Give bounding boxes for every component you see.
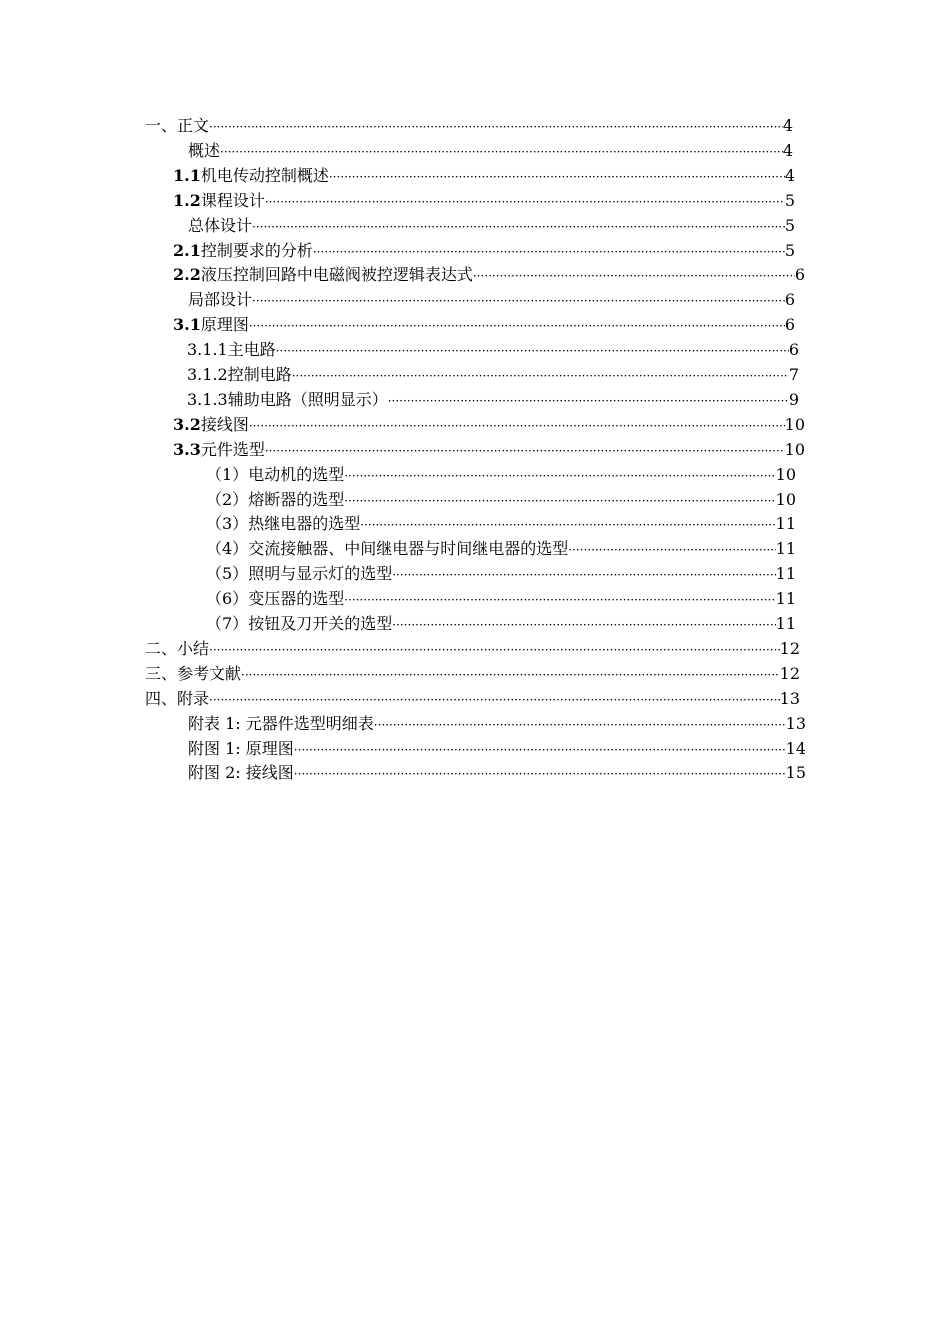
toc-entry-title: 熔断器的选型 [248, 489, 345, 509]
dot-leader [344, 489, 775, 513]
dot-leader [252, 215, 785, 239]
toc-entry-title: 照明与显示灯的选型 [248, 564, 393, 584]
toc-entry-page-number: 5 [784, 190, 795, 210]
toc-entry-page-number: 15 [785, 763, 806, 783]
toc-entry[interactable] [173, 438, 805, 462]
dot-leader [249, 314, 785, 338]
toc-entry-page-number: 12 [779, 638, 800, 658]
toc-entry-page-number: 11 [775, 564, 796, 584]
toc-entry-page-number: 14 [785, 738, 806, 758]
dot-leader [252, 289, 785, 313]
toc-entry[interactable] [187, 338, 799, 362]
toc-entry-number: 2.2 [173, 265, 201, 285]
dot-leader [209, 688, 780, 712]
toc-entry-page-number: 6 [788, 340, 799, 360]
toc-entry-title: 交流接触器、中间继电器与时间继电器的选型 [248, 539, 569, 559]
toc-entry-number: （4） [206, 539, 249, 559]
toc-entry-page-number: 4 [782, 116, 793, 135]
toc-entry-number: 3.1.2 [187, 365, 228, 384]
dot-leader [392, 563, 775, 587]
toc-entry-page-number: 13 [779, 688, 800, 708]
dot-leader [374, 713, 786, 737]
toc-entry-title: 热继电器的选型 [248, 514, 361, 534]
toc-entry-number: （1） [206, 464, 249, 484]
toc-entry-title: 概述 [188, 140, 221, 160]
toc-entry[interactable] [173, 413, 805, 437]
toc-entry-page-number: 5 [784, 240, 795, 260]
dot-leader [344, 588, 775, 612]
toc-entry-number: 二、 [145, 638, 178, 658]
dot-leader [265, 190, 785, 214]
toc-entry-page-number: 10 [775, 489, 796, 509]
toc-entry-title: 机电传动控制概述 [200, 165, 329, 185]
toc-entry[interactable] [145, 637, 800, 661]
toc-entry-title: 原理图 [200, 315, 249, 335]
toc-entry-title: 按钮及刀开关的选型 [248, 614, 393, 633]
dot-leader [249, 414, 785, 438]
toc-entry-page-number: 10 [784, 414, 805, 434]
toc-entry-number: 3.1.3 [187, 389, 228, 409]
toc-entry-title: 液压控制回路中电磁阀被控逻辑表达式 [200, 265, 473, 285]
toc-entry-page-number: 11 [775, 589, 796, 609]
toc-entry-title: 参考文献 [177, 663, 242, 683]
toc-entry-page-number: 12 [779, 663, 800, 683]
toc-entry[interactable] [173, 239, 795, 263]
toc-entry[interactable] [206, 562, 796, 586]
dot-leader [329, 165, 785, 189]
toc-entry-number: 2.1 [173, 240, 201, 260]
dot-leader [209, 115, 783, 139]
toc-entry-number: 1.2 [173, 190, 201, 210]
toc-entry-number: 1.1 [173, 165, 201, 185]
toc-entry-number: （7） [206, 614, 249, 633]
toc-entry-number: （3） [206, 514, 249, 534]
toc-entry-number: 3.2 [173, 414, 201, 434]
toc-entry-page-number: 10 [775, 464, 796, 484]
toc-entry[interactable] [173, 164, 795, 188]
toc-entry-page-number: 13 [785, 713, 806, 733]
toc-entry[interactable] [206, 587, 796, 611]
toc-entry-number: 3.1 [173, 315, 201, 335]
dot-leader [265, 439, 785, 463]
toc-entry[interactable] [188, 737, 806, 761]
dot-leader [568, 538, 775, 562]
toc-entry[interactable] [206, 512, 796, 536]
toc-entry-title: 附图 2: 接线图 [188, 763, 294, 783]
toc-entry-number: 四、 [145, 688, 178, 708]
toc-entry-title: 正文 [177, 116, 210, 135]
toc-entry[interactable] [145, 662, 800, 686]
toc-entry-page-number: 6 [784, 315, 795, 335]
toc-entry[interactable] [145, 114, 793, 138]
dot-leader [473, 264, 795, 288]
toc-entry-title: 附录 [177, 688, 210, 708]
toc-entry[interactable] [188, 214, 795, 238]
toc-entry-title: 辅助电路（照明显示） [227, 389, 388, 409]
toc-entry[interactable] [188, 712, 806, 736]
toc-entry[interactable] [173, 263, 805, 287]
toc-entry[interactable] [206, 488, 796, 512]
toc-entry-page-number: 7 [788, 365, 799, 384]
toc-entry-number: （5） [206, 564, 249, 584]
toc-entry[interactable] [188, 139, 793, 163]
toc-entry-number: 3.3 [173, 439, 201, 459]
toc-entry[interactable] [206, 612, 796, 636]
toc-entry-title: 局部设计 [188, 290, 253, 310]
toc-entry-title: 控制要求的分析 [200, 240, 313, 260]
toc-entry-page-number: 6 [784, 290, 795, 310]
dot-leader [313, 240, 785, 264]
toc-entry-page-number: 6 [794, 265, 805, 285]
toc-entry[interactable] [188, 288, 795, 312]
toc-entry-title: 电动机的选型 [248, 464, 345, 484]
toc-entry[interactable] [206, 463, 796, 487]
toc-entry-page-number: 11 [775, 514, 796, 534]
toc-entry[interactable] [188, 761, 806, 785]
dot-leader [209, 638, 780, 662]
toc-entry-title: 课程设计 [200, 190, 265, 210]
toc-entry[interactable] [206, 537, 796, 561]
toc-entry-page-number: 4 [782, 140, 793, 160]
toc-entry-page-number: 11 [775, 539, 796, 559]
toc-entry-title: 主电路 [227, 340, 276, 360]
toc-entry-title: 元件选型 [200, 439, 265, 459]
toc-entry-title: 变压器的选型 [248, 589, 345, 609]
toc-entry[interactable] [187, 388, 799, 412]
toc-entry-title: 总体设计 [188, 215, 253, 235]
toc-entry-title: 小结 [177, 638, 210, 658]
dot-leader [392, 613, 775, 637]
toc-entry-number: （2） [206, 489, 249, 509]
toc-entry-page-number: 11 [775, 614, 796, 633]
toc-entry-title: 接线图 [200, 414, 249, 434]
dot-leader [276, 339, 789, 363]
dot-leader [294, 762, 786, 786]
toc-entry[interactable] [173, 189, 795, 213]
dot-leader [294, 738, 786, 762]
toc-entry-page-number: 5 [784, 215, 795, 235]
dot-leader [388, 389, 789, 413]
toc-entry-number: 一、 [145, 116, 178, 135]
toc-entry-title: 附图 1: 原理图 [188, 738, 294, 758]
toc-entry-page-number: 9 [788, 389, 799, 409]
dot-leader [241, 663, 780, 687]
toc-entry[interactable] [187, 363, 799, 387]
dot-leader [220, 140, 783, 164]
toc-entry-page-number: 10 [784, 439, 805, 459]
toc-entry-page-number: 4 [784, 165, 795, 185]
toc-entry-title: 附表 1: 元器件选型明细表 [188, 713, 374, 733]
toc-entry-number: 三、 [145, 663, 178, 683]
toc-entry[interactable] [145, 687, 800, 711]
dot-leader [292, 364, 789, 388]
dot-leader [344, 464, 775, 488]
dot-leader [360, 513, 775, 537]
toc-entry-number: （6） [206, 589, 249, 609]
toc-entry-title: 控制电路 [227, 365, 292, 384]
toc-entry-number: 3.1.1 [187, 340, 228, 360]
toc-entry[interactable] [173, 313, 795, 337]
